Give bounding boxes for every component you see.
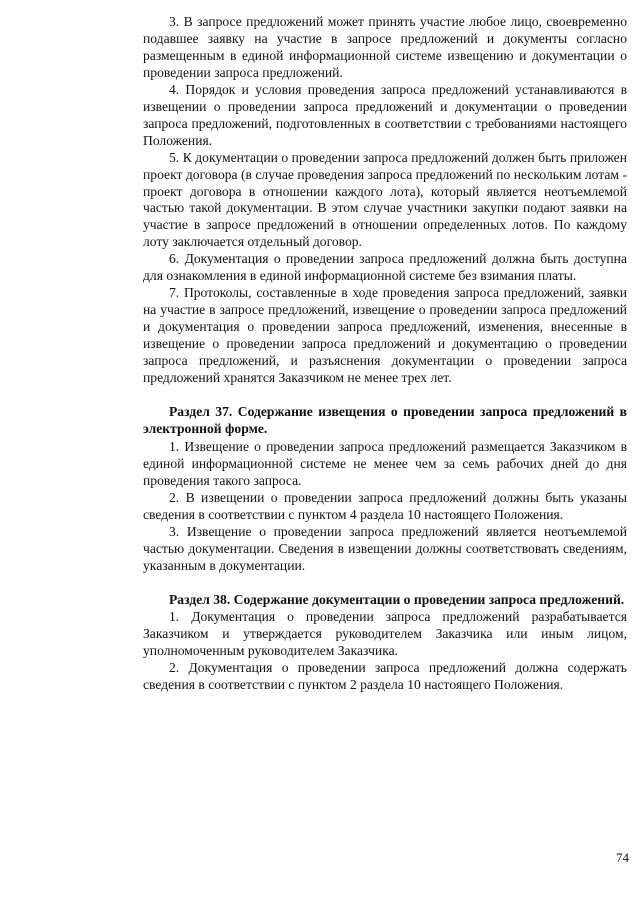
section-37-paragraph-1: 1. Извещение о проведении запроса предложений размещается Заказчиком в единой информационной системе не менее чем за семь рабочих дней до дня проведения такого запроса. <box>143 438 627 488</box>
paragraph-4: 4. Порядок и условия проведения запроса предложений устанавливаются в извещении о проведении запроса предложений и документации о проведении запроса предложений, подготовленных в соответствии с требованиями настоящего Положения. <box>143 81 627 148</box>
section-37-heading: Раздел 37. Содержание извещения о проведении запроса предложений в электронной форме. <box>143 403 627 436</box>
section-38-heading: Раздел 38. Содержание документации о проведении запроса предложений. <box>169 591 625 607</box>
paragraph-3: 3. В запросе предложений может принять участие любое лицо, своевременно подавшее заявку на участие в запросе предложений и документы согласно размещенным в единой информационной системе извещению и документации о проведении запроса предложений. <box>143 14 627 80</box>
section-37-paragraph-3: 3. Извещение о проведении запроса предложений является неотъемлемой частью документации. Сведения в извещении должны соответствовать сведениям, указанным в документации. <box>143 523 627 573</box>
paragraph-7: 7. Протоколы, составленные в ходе проведения запроса предложений, заявки на участие в запросе предложений, извещение о проведении запроса предложений и документация о проведении запроса предложений, изменения, внесенные в извещение о проведении запроса предложений и документацию о проведении запроса предложений, и разъяснения документации о проведении запроса предложений хранятся Заказчиком не менее трех лет. <box>143 285 627 386</box>
paragraph-6: 6. Документация о проведении запроса предложений должна быть доступна для ознакомления в единой информационной системе без взимания платы. <box>143 251 627 284</box>
document-body <box>143 14 627 694</box>
section-38-paragraph-2: 2. Документация о проведении запроса предложений должна содержать сведения в соответствии с пунктом 2 раздела 10 настоящего Положения. <box>143 660 627 693</box>
section-37-paragraph-2: 2. В извещении о проведении запроса предложений должны быть указаны сведения в соответствии с пунктом 4 раздела 10 настоящего Положения. <box>143 489 627 522</box>
page-number: 74 <box>616 850 629 865</box>
section-38-paragraph-1: 1. Документация о проведении запроса предложений разрабатывается Заказчиком и утверждается руководителем Заказчика или иным лицом, уполномоченным руководителем Заказчика. <box>143 609 627 659</box>
paragraph-5: 5. К документации о проведении запроса предложений должен быть приложен проект договора (в случае проведения запроса предложений по нескольким лотам - проект договора в отношении каждого лота), который является неотъемлемой частью такой документации. В этом случае участники закупки подают заявки на участие в запросе предложений в отношении определенных лотов. По каждому лоту заключается отдельный договор. <box>143 149 627 250</box>
